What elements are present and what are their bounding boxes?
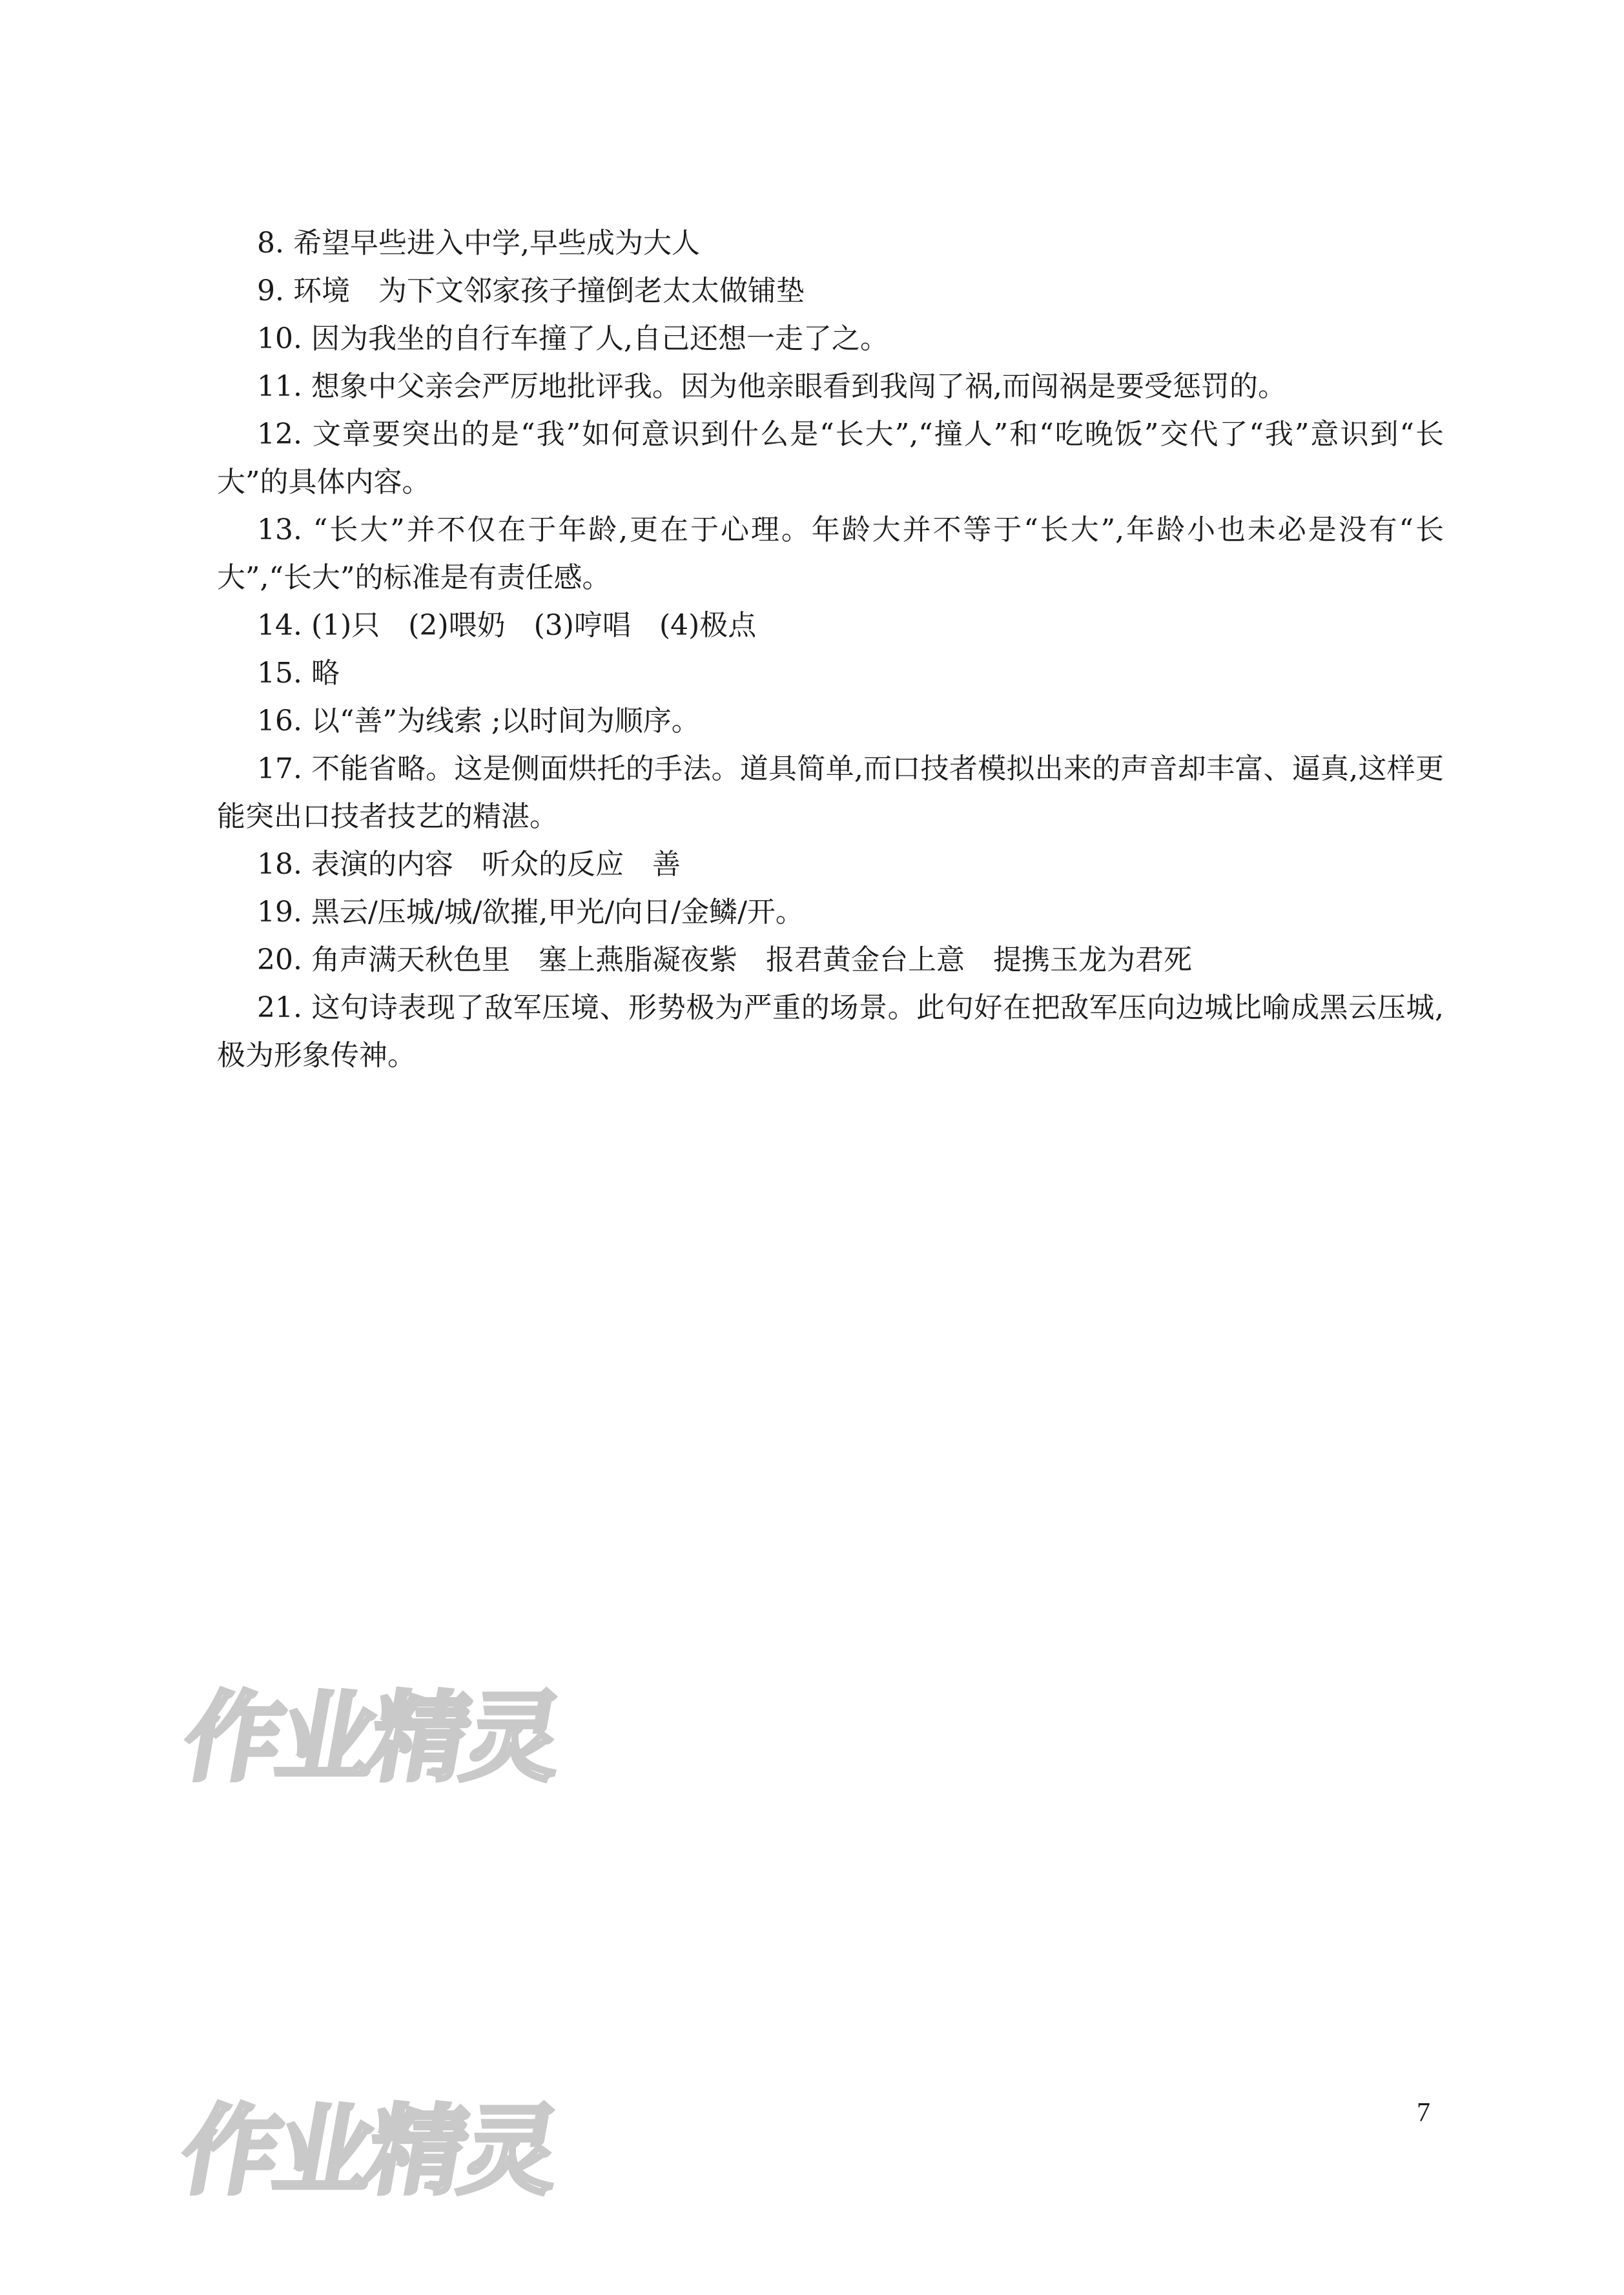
answer-9: 9. 环境 为下文邻家孩子撞倒老太太做铺垫: [257, 274, 805, 307]
answer-20: 20. 角声满天秋色里 塞上燕脂凝夜紫 报君黄金台上意 提携玉龙为君死: [257, 943, 1192, 976]
answer-14: 14. (1)只 (2)喂奶 (3)哼唱 (4)极点: [257, 609, 757, 642]
answer-12: 12. 文章要突出的是“我”如何意识到什么是“长大”,“撞人”和“吃晚饭”交代了“我”意识到“长大”的具体内容。: [217, 418, 1444, 499]
page-number: 7: [1417, 2098, 1430, 2128]
watermark-logo: 作业精灵: [176, 1682, 568, 1795]
answer-18: 18. 表演的内容 听众的反应 善: [257, 848, 681, 881]
answer-15: 15. 略: [257, 657, 340, 690]
watermark-logo-bottom: 作业精灵: [173, 2095, 565, 2208]
answer-11: 11. 想象中父亲会严厉地批评我。因为他亲眼看到我闯了祸,而闯祸是要受惩罚的。: [257, 370, 1286, 403]
answer-21: 21. 这句诗表现了敌军压境、形势极为严重的场景。此句好在把敌军压向边城比喻成黑云压城,极为形象传神。: [217, 991, 1444, 1072]
answer-17: 17. 不能省略。这是侧面烘托的手法。道具简单,而口技者模拟出来的声音却丰富、逼真,这样更能突出口技者技艺的精湛。: [217, 752, 1444, 833]
answer-10: 10. 因为我坐的自行车撞了人,自己还想一走了之。: [257, 322, 889, 355]
answer-13: 13. “长大”并不仅在于年龄,更在于心理。年龄大并不等于“长大”,年龄小也未必是没有“长大”,“长大”的标准是有责任感。: [217, 513, 1444, 594]
answer-19: 19. 黑云/压城/城/欲摧,甲光/向日/金鳞/开。: [257, 896, 804, 929]
answer-list: [217, 220, 1444, 1080]
answer-16: 16. 以“善”为线索 ;以时间为顺序。: [257, 705, 700, 737]
answer-8: 8. 希望早些进入中学,早些成为大人: [257, 227, 700, 260]
